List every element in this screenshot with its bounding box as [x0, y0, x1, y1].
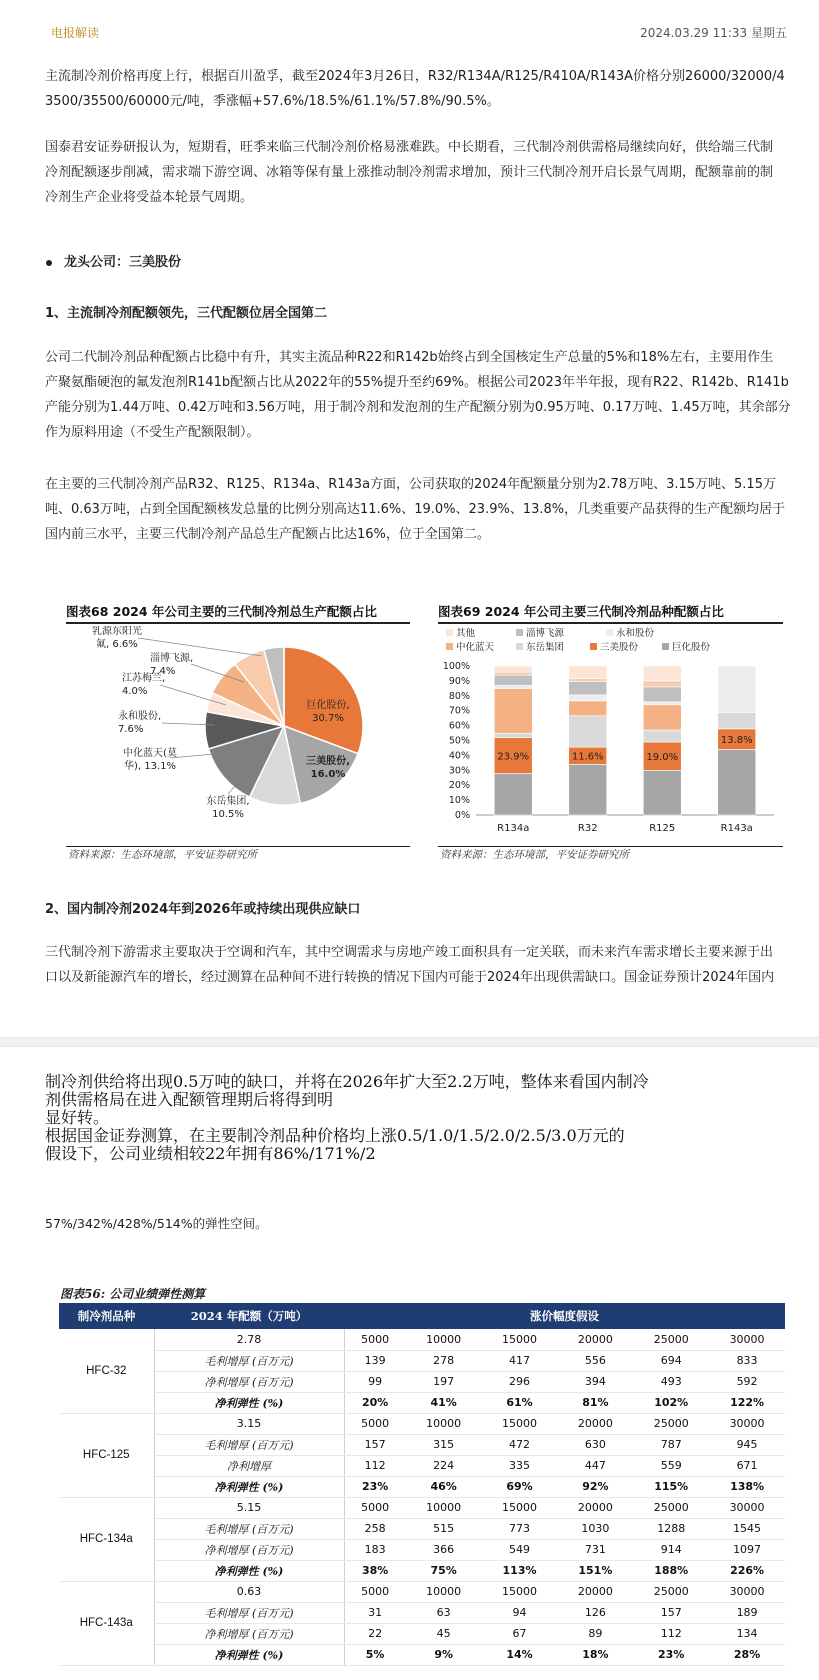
table-cell: 296 [482, 1371, 558, 1392]
table-row [59, 1602, 785, 1623]
table-cell: 9% [406, 1644, 482, 1665]
table-cell: HFC-134a [59, 1497, 154, 1581]
bullet-text: 龙头公司：三美股份 [64, 255, 182, 270]
table-cell: 10000 [406, 1497, 482, 1518]
table-cell: 15000 [482, 1581, 558, 1602]
legend-swatch [606, 629, 613, 636]
pie-value-label: 氟, 6.6% [96, 639, 138, 650]
table-cell: 833 [709, 1350, 785, 1371]
y-tick-label: 10% [448, 795, 470, 807]
pie-label: 巨化股份, [306, 700, 350, 711]
table-title: 图表56: 公司业绩弹性测算 [60, 1287, 206, 1301]
table-cell: 1030 [557, 1518, 633, 1539]
chart-source: 资料来源：生态环境部，平安证券研究所 [440, 849, 629, 861]
table-row [59, 1413, 785, 1434]
x-tick-label: R143a [720, 823, 753, 834]
table-cell: 258 [344, 1518, 406, 1539]
table-cell: 0.63 [154, 1581, 344, 1602]
bar-chart-figure [438, 602, 783, 862]
pie-value-label: 7.4% [150, 666, 176, 677]
header-product: 制冷剂品种 [59, 1303, 154, 1329]
legend-label: 永和股份 [616, 628, 655, 639]
pie-value-label: 4.0% [122, 686, 148, 697]
table-cell: 157 [344, 1434, 406, 1455]
table-cell: 25000 [633, 1329, 709, 1350]
table-cell: HFC-32 [59, 1329, 154, 1413]
table-cell: 94 [482, 1602, 558, 1623]
paragraph-elasticity: 57%/342%/428%/514%的弹性空间。 [45, 1216, 268, 1231]
table-cell: 净利弹性 (%) [154, 1476, 344, 1497]
table-cell: 5% [344, 1644, 406, 1665]
bar-segment [643, 666, 681, 681]
chart-source: 资料来源：生态环境部，平安证券研究所 [68, 849, 257, 861]
chart-rule [438, 622, 783, 624]
bar-segment [569, 701, 607, 716]
table-cell: 67 [482, 1623, 558, 1644]
bar-segment [643, 770, 681, 815]
table-cell: 366 [406, 1539, 482, 1560]
pie-value-label: 7.6% [118, 724, 144, 735]
y-tick-label: 80% [448, 690, 470, 702]
table-cell: 2.78 [154, 1329, 344, 1350]
table-cell: 30000 [709, 1329, 785, 1350]
section-divider [0, 1037, 819, 1047]
table-cell: 毛利增厚 (百万元) [154, 1434, 344, 1455]
table-cell: 净利弹性 (%) [154, 1644, 344, 1665]
legend-label: 淄博飞源 [526, 628, 565, 639]
table-row [59, 1329, 785, 1350]
table-row [59, 1455, 785, 1476]
bar-data-label: 19.0% [646, 752, 679, 764]
table-cell: 787 [633, 1434, 709, 1455]
table-cell: 20% [344, 1392, 406, 1413]
table-cell: 126 [557, 1602, 633, 1623]
table-cell: 38% [344, 1560, 406, 1581]
table-cell: 914 [633, 1539, 709, 1560]
bar-segment [569, 716, 607, 747]
chart-rule [66, 622, 410, 624]
text-line: 产能分别为1.44万吨、0.42万吨和3.56万吨，用于制冷剂和发泡剂的生产配额分别为0.95万吨、0.17万吨、1.45万吨，其余部分 [45, 400, 791, 415]
bar-segment [569, 666, 607, 679]
table-row [59, 1476, 785, 1497]
legend-label: 其他 [456, 628, 476, 639]
paragraph-third-gen [45, 472, 797, 547]
table-cell: 592 [709, 1371, 785, 1392]
legend-label: 三美股份 [600, 642, 639, 653]
paragraph-supply-gap [45, 1073, 805, 1163]
table-row [59, 1350, 785, 1371]
bar-segment [494, 773, 532, 815]
pie-label: 江苏梅兰, [122, 673, 166, 684]
table-cell: 45 [406, 1623, 482, 1644]
table-cell: 112 [344, 1455, 406, 1476]
table-cell: 559 [633, 1455, 709, 1476]
pie-label: 淄博飞源, [150, 653, 194, 664]
table-cell: 31 [344, 1602, 406, 1623]
pie-value-label: 30.7% [312, 713, 344, 724]
legend-swatch [516, 643, 523, 650]
table-row [59, 1581, 785, 1602]
table-cell: 113% [482, 1560, 558, 1581]
text-line: 口以及新能源汽车的增长，经过测算在品种间不进行转换的情况下国内可能于2024年出现供需缺口。国金证券预计2024年国内 [45, 970, 775, 985]
table-cell: 20000 [557, 1329, 633, 1350]
table-cell: 1097 [709, 1539, 785, 1560]
x-tick-label: R134a [497, 823, 530, 834]
x-tick-label: R125 [649, 823, 676, 834]
y-tick-label: 0% [454, 810, 470, 821]
table-cell: 515 [406, 1518, 482, 1539]
table-cell: 315 [406, 1434, 482, 1455]
legend-swatch [662, 643, 669, 650]
table-cell: 115% [633, 1476, 709, 1497]
table-cell: 81% [557, 1392, 633, 1413]
table-cell: 净利增厚 (百万元) [154, 1371, 344, 1392]
table-cell: 417 [482, 1350, 558, 1371]
table-cell: 5000 [344, 1329, 406, 1350]
text-line: 显好转。 [45, 1108, 110, 1127]
bar-chart [438, 626, 783, 846]
pie-label: 乳源东阳光 [92, 626, 142, 637]
table-cell: HFC-125 [59, 1413, 154, 1497]
table-cell: 63 [406, 1602, 482, 1623]
text-line: 产聚氨酯硬泡的氟发泡剂R141b配额占比从2022年的55%提升至约69%。根据公司2023年半年报，现有R22、R142b、R141b [45, 375, 789, 390]
text-line: 主流制冷剂价格再度上行，根据百川盈孚，截至2024年3月26日，R32/R134A/R125/R410A/R143A价格分别26000/32000/4 [45, 69, 785, 84]
table-cell: 25000 [633, 1497, 709, 1518]
bar-segment [569, 695, 607, 701]
pie-value-label: 10.5% [212, 809, 244, 820]
bar-segment [718, 712, 756, 728]
table-cell: 15000 [482, 1497, 558, 1518]
header-price-assumption: 涨价幅度假设 [344, 1303, 785, 1329]
table-cell: 694 [633, 1350, 709, 1371]
top-bar [0, 0, 819, 62]
table-cell: 净利弹性 (%) [154, 1560, 344, 1581]
bar-data-label: 11.6% [571, 751, 604, 763]
table-cell: 472 [482, 1434, 558, 1455]
table-cell: 671 [709, 1455, 785, 1476]
legend-swatch [446, 643, 453, 650]
bar-segment [643, 702, 681, 705]
table-cell: 18% [557, 1644, 633, 1665]
table-cell: 10000 [406, 1581, 482, 1602]
legend-label: 中化蓝天 [456, 642, 495, 653]
table-row [59, 1497, 785, 1518]
table-cell: 20000 [557, 1581, 633, 1602]
y-tick-label: 100% [442, 661, 470, 672]
pie-label: 东岳集团, [206, 796, 250, 807]
bullet-dot [46, 260, 52, 266]
table-cell: 493 [633, 1371, 709, 1392]
table-cell: 20000 [557, 1497, 633, 1518]
table-cell: 139 [344, 1350, 406, 1371]
table-cell: 278 [406, 1350, 482, 1371]
legend-swatch [516, 629, 523, 636]
bar-segment [569, 764, 607, 815]
table-cell: 138% [709, 1476, 785, 1497]
table-cell: 5000 [344, 1413, 406, 1434]
table-cell: 549 [482, 1539, 558, 1560]
pie-label: 三美股份, [306, 756, 350, 767]
paragraph-price [45, 64, 797, 114]
table-cell: 23% [344, 1476, 406, 1497]
paragraph-outlook [45, 135, 797, 210]
text-line: 国泰君安证券研报认为，短期看，旺季来临三代制冷剂价格易涨难跌。中长期看，三代制冷剂供需格局继续向好，供给端三代制 [45, 140, 774, 155]
table-cell: 134 [709, 1623, 785, 1644]
table-cell: 335 [482, 1455, 558, 1476]
table-cell: 41% [406, 1392, 482, 1413]
legend-swatch [446, 629, 453, 636]
table-row [59, 1392, 785, 1413]
table-cell: 394 [557, 1371, 633, 1392]
table-cell: 226% [709, 1560, 785, 1581]
table-cell: 3.15 [154, 1413, 344, 1434]
table-cell: 25000 [633, 1413, 709, 1434]
table-cell: 净利增厚 (百万元) [154, 1539, 344, 1560]
section-heading-1: 1、主流制冷剂配额领先，三代配额位居全国第二 [45, 306, 328, 321]
text-line: 国内前三水平，主要三代制冷剂产品总生产配额占比达16%，位于全国第二。 [45, 527, 490, 542]
text-line: 根据国金证券测算，在主要制冷剂品种价格均上涨0.5/1.0/1.5/2.0/2.5/3.0万元的 [45, 1126, 625, 1145]
table-cell: 10000 [406, 1329, 482, 1350]
table-cell: 5000 [344, 1497, 406, 1518]
table-row [59, 1539, 785, 1560]
table-cell: 731 [557, 1539, 633, 1560]
text-line: 冷剂生产企业将受益本轮景气周期。 [45, 190, 254, 205]
table-cell: 1288 [633, 1518, 709, 1539]
bar-segment [718, 666, 756, 712]
legend-label: 东岳集团 [526, 642, 565, 653]
table-header-row [59, 1303, 785, 1329]
table-cell: 89 [557, 1623, 633, 1644]
table-cell: 10000 [406, 1413, 482, 1434]
bar-segment [643, 730, 681, 742]
table-cell: 99 [344, 1371, 406, 1392]
bar-segment [569, 679, 607, 682]
table-cell: 447 [557, 1455, 633, 1476]
bar-segment [494, 686, 532, 689]
table-cell: 773 [482, 1518, 558, 1539]
publish-datetime: 2024.03.29 11:33 星期五 [640, 26, 787, 40]
table-cell: 69% [482, 1476, 558, 1497]
y-tick-label: 60% [448, 720, 470, 732]
legend-label: 巨化股份 [672, 642, 711, 653]
bar-segment [643, 681, 681, 687]
table-cell: 23% [633, 1644, 709, 1665]
table-cell: 15000 [482, 1329, 558, 1350]
y-tick-label: 90% [448, 675, 470, 687]
table-cell: 556 [557, 1350, 633, 1371]
pie-value-label: 16.0% [310, 769, 346, 780]
table-cell: 净利弹性 (%) [154, 1392, 344, 1413]
pie-chart-title: 图表68 2024 年公司主要的三代制冷剂总生产配额占比 [66, 604, 377, 619]
table-cell: 189 [709, 1602, 785, 1623]
table-cell: 30000 [709, 1413, 785, 1434]
y-tick-label: 20% [448, 780, 470, 792]
pie-label: 永和股份, [118, 711, 162, 722]
table-cell: 151% [557, 1560, 633, 1581]
text-line: 冷剂配额逐步削减，需求端下游空调、冰箱等保有量上涨推动制冷剂需求增加，预计三代制冷剂开启长景气周期，配额靠前的制 [45, 165, 774, 180]
text-line: 假设下，公司业绩相较22年拥有86%/171%/2 [45, 1144, 376, 1163]
text-line: 作为原料用途（不受生产配额限制）。 [45, 425, 260, 440]
header-quota: 2024 年配额（万吨） [154, 1303, 344, 1329]
bar-segment [643, 705, 681, 730]
bar-data-label: 23.9% [497, 751, 530, 763]
bar-segment [494, 688, 532, 733]
bar-segment [494, 672, 532, 675]
table-cell: 630 [557, 1434, 633, 1455]
elasticity-table [59, 1303, 785, 1666]
y-tick-label: 50% [448, 735, 470, 747]
table-cell: 5.15 [154, 1497, 344, 1518]
table-cell: 22 [344, 1623, 406, 1644]
table-cell: 945 [709, 1434, 785, 1455]
table-cell: 14% [482, 1644, 558, 1665]
bar-segment [643, 687, 681, 702]
text-line: 在主要的三代制冷剂产品R32、R125、R134a、R143a方面，公司获取的2024年配额量分别为2.78万吨、3.15万吨、5.15万 [45, 477, 776, 492]
table-cell: 102% [633, 1392, 709, 1413]
paragraph-second-gen [45, 345, 797, 445]
table-cell: 122% [709, 1392, 785, 1413]
table-cell: 46% [406, 1476, 482, 1497]
table-row [59, 1623, 785, 1644]
section-heading-2: 2、国内制冷剂2024年到2026年或持续出现供应缺口 [45, 902, 361, 917]
bar-data-label: 13.8% [720, 735, 753, 747]
table-cell: 224 [406, 1455, 482, 1476]
table-cell: 183 [344, 1539, 406, 1560]
y-tick-label: 30% [448, 765, 470, 777]
table-row [59, 1560, 785, 1581]
table-cell: 188% [633, 1560, 709, 1581]
table-cell: 净利增厚 [154, 1455, 344, 1476]
table-cell: 112 [633, 1623, 709, 1644]
table-row [59, 1518, 785, 1539]
text-line: 吨、0.63万吨，占到全国配额核发总量的比例分别高达11.6%、19.0%、23.9%、13.8%，几类重要产品获得的生产配额均居于 [45, 502, 786, 517]
pie-value-label: 华), 13.1% [123, 761, 177, 772]
table-cell: 毛利增厚 (百万元) [154, 1602, 344, 1623]
table-cell: 1545 [709, 1518, 785, 1539]
y-tick-label: 70% [448, 705, 470, 717]
table-cell: 157 [633, 1602, 709, 1623]
table-cell: 净利增厚 (百万元) [154, 1623, 344, 1644]
bar-segment [569, 681, 607, 694]
table-row [59, 1644, 785, 1665]
paragraph-demand [45, 940, 797, 990]
text-line: 公司二代制冷剂品种配额占比稳中有升，其实主流品种R22和R142b始终占到全国核定生产总量的5%和18%左右，主要用作生 [45, 350, 774, 365]
table-cell: 5000 [344, 1581, 406, 1602]
pie-label: 中化蓝天(莫 [123, 748, 177, 759]
pie-chart-figure [66, 602, 410, 862]
table-cell: 75% [406, 1560, 482, 1581]
table-row [59, 1371, 785, 1392]
table-cell: 15000 [482, 1413, 558, 1434]
table-cell: 30000 [709, 1581, 785, 1602]
table-cell: 20000 [557, 1413, 633, 1434]
text-line: 制冷剂供给将出现0.5万吨的缺口，并将在2026年扩大至2.2万吨，整体来看国内制冷 [45, 1072, 649, 1091]
table-cell: 30000 [709, 1497, 785, 1518]
y-tick-label: 40% [448, 750, 470, 762]
text-line: 剂供需格局在进入配额管理期后将得到明 [45, 1090, 334, 1109]
table-cell: 61% [482, 1392, 558, 1413]
table-cell: 毛利增厚 (百万元) [154, 1350, 344, 1371]
bar-segment [718, 749, 756, 815]
bar-chart-title: 图表69 2024 年公司主要三代制冷剂品种配额占比 [438, 604, 724, 619]
table-cell: HFC-143a [59, 1581, 154, 1665]
table-cell: 25000 [633, 1581, 709, 1602]
legend-swatch [590, 643, 597, 650]
category-label[interactable]: 电报解读 [51, 26, 100, 40]
table-cell: 92% [557, 1476, 633, 1497]
bar-segment [494, 733, 532, 737]
text-line: 三代制冷剂下游需求主要取决于空调和汽车，其中空调需求与房地产竣工面积具有一定关联，而未来汽车需求增长主要来源于出 [45, 945, 774, 960]
x-tick-label: R32 [577, 823, 598, 834]
table-row [59, 1434, 785, 1455]
bar-segment [494, 675, 532, 685]
bar-segment [494, 666, 532, 672]
table-cell: 毛利增厚 (百万元) [154, 1518, 344, 1539]
table-cell: 197 [406, 1371, 482, 1392]
table-cell: 28% [709, 1644, 785, 1665]
pie-chart [66, 626, 410, 846]
text-line: 3500/35500/60000元/吨，季涨幅+57.6%/18.5%/61.1%/57.8%/90.5%。 [45, 94, 500, 109]
bullet-leading-company [46, 251, 181, 270]
